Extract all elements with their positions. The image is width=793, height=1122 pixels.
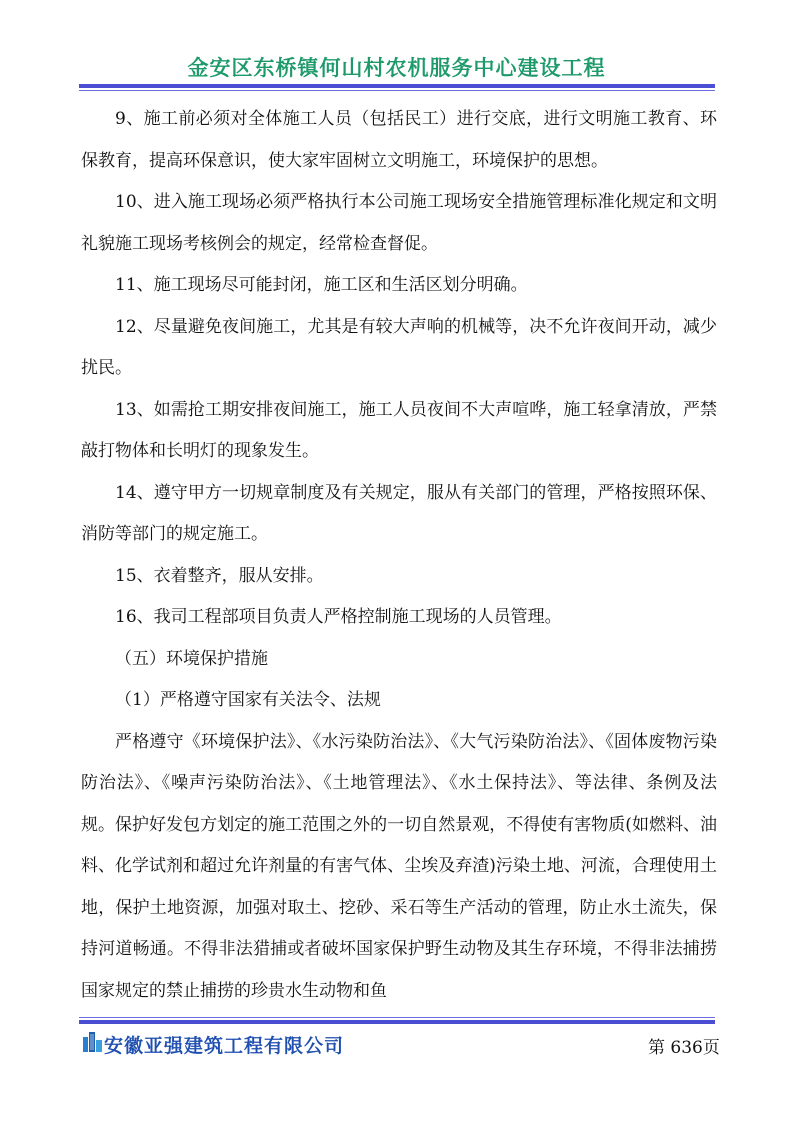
- document-header-title: 金安区东桥镇何山村农机服务中心建设工程: [187, 56, 606, 80]
- footer-company-name: 安徽亚强建筑工程有限公司: [104, 1035, 345, 1057]
- paragraph: 10、进入施工现场必须严格执行本公司施工现场安全措施管理标准化规定和文明礼貌施工现场考核例会的规定，经常检查督促。: [81, 192, 717, 254]
- paragraph: 9、施工前必须对全体施工人员（包括民工）进行交底，进行文明施工教育、环保教育，提高环保意识，使大家牢固树立文明施工，环境保护的思想。: [81, 109, 717, 171]
- footer-divider: [79, 1020, 715, 1024]
- paragraph: 13、如需抢工期安排夜间施工，施工人员夜间不大声喧哗，施工轻拿清放，严禁敲打物体和长明灯的现象发生。: [81, 399, 717, 461]
- paragraph: 12、尽量避免夜间施工，尤其是有较大声响的机械等，决不允许夜间开动，减少扰民。: [81, 316, 717, 378]
- company-logo-icon: [82, 1029, 104, 1053]
- header-divider-thin: [79, 90, 715, 91]
- paragraph: 16、我司工程部项目负责人严格控制施工现场的人员管理。: [115, 607, 562, 627]
- header-divider: [79, 84, 715, 88]
- footer-divider-thin: [79, 1017, 715, 1018]
- paragraph: 严格遵守《环境保护法》、《水污染防治法》、《大气污染防治法》、《固体废物污染防治法》、《噪声污染防治法》、《土地管理法》、《水土保持法》、等法律、条例及法规。保护好发包方划定的施工范围之外的一切自然景观，不得使有害物质(如燃料、油料、化学试剂和超过允许剂量的有害气体、尘埃及弃渣)污染土地、河流，合理使用土地，保护土地资源，加强对取土、挖砂、采石等生产活动的管理，防止水土流失，保持河道畅通。不得非法猎捕或者破坏国家保护野生动物及其生存环境，不得非法捕捞国家规定的禁止捕捞的珍贵水生动物和鱼: [81, 731, 717, 1001]
- paragraph: 11、施工现场尽可能封闭，施工区和生活区划分明确。: [115, 275, 528, 295]
- section-heading: （五）环境保护措施: [115, 648, 268, 669]
- document-body: [81, 99, 717, 1012]
- paragraph: 14、遵守甲方一切规章制度及有关规定，服从有关部门的管理，严格按照环保、消防等部门的规定施工。: [81, 482, 717, 544]
- page-number: 第 636页: [648, 1038, 720, 1058]
- subsection-heading: （1）严格遵守国家有关法令、法规: [115, 690, 381, 710]
- paragraph: 15、衣着整齐，服从安排。: [115, 565, 324, 586]
